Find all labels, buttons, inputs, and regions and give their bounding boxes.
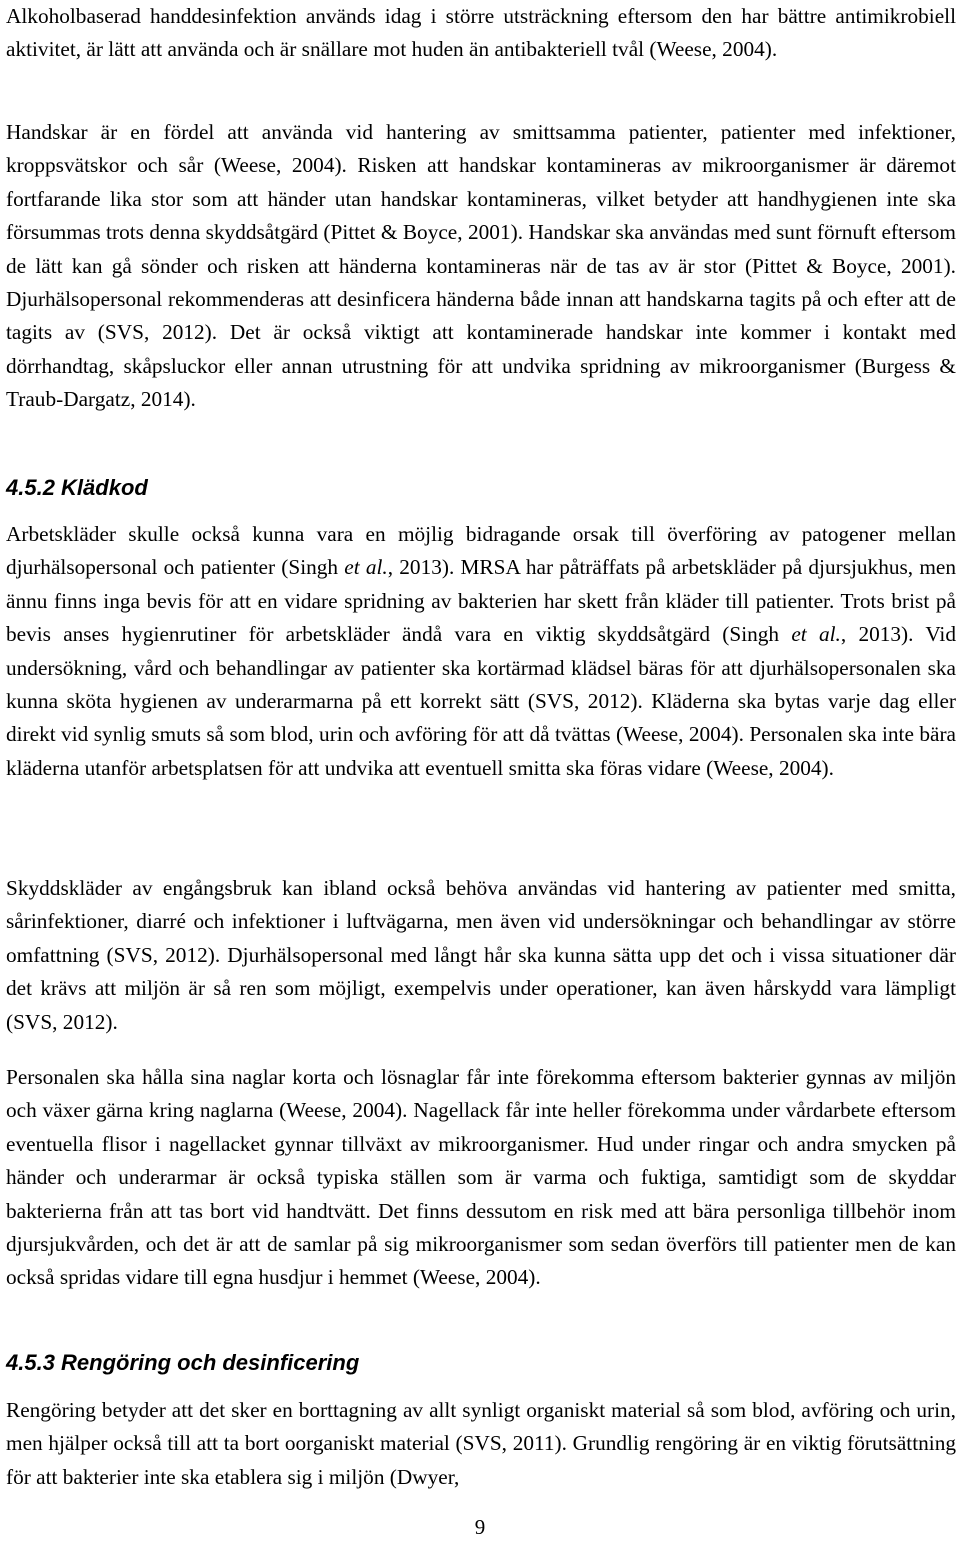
et-al-italic: et al.	[344, 555, 388, 580]
section-heading-cleaning: 4.5.3 Rengöring och desinficering	[6, 1350, 360, 1375]
paragraph-text: Arbetskläder skulle också kunna vara en möjlig bidragande orsak till överföring av patogener mellan djurhälsopersonal och patienter (Singh	[6, 522, 956, 580]
et-al-italic: et al.	[791, 622, 841, 647]
paragraph-text: , 2013). Vid undersökning, vård och behandlingar av patienter ska kortärmad klädsel bäras för att djurhälsopersonalen ska kunna sköta hygienen av underarmarna på ett korrekt sätt (SVS, 2012). Kläderna ska bytas varje dag eller direkt vid synlig smuts så som blod, urin och avföring för att då tvättas (Weese, 2004). Personalen ska inte bära kläderna utanför arbetsplatsen för att undvika att eventuell smitta ska föras vidare (Weese, 2004).	[6, 622, 956, 780]
paragraph-work-clothes	[6, 518, 956, 785]
paragraph-alcohol-disinfection: Alkoholbaserad handdesinfektion används idag i större utsträckning eftersom den har bättre antimikrobiell aktivitet, är lätt att använda och är snällare mot huden än antibakteriell tvål (Weese, 2004).	[6, 4, 956, 62]
paragraph-protective-clothing: Skyddskläder av engångsbruk kan ibland också behöva användas vid hantering av patienter med smitta, sårinfektioner, diarré och infektioner i luftvägarna, men även vid undersökningar och behandlingar av större omfattning (SVS, 2012). Djurhälsopersonal med långt hår ska kunna sätta upp det och i vissa situationer där det krävs att miljön är så ren som möjligt, exempelvis under operationer, kan även hårskydd vara lämpligt (SVS, 2012).	[6, 876, 956, 1034]
paragraph-cleaning: Rengöring betyder att det sker en borttagning av allt synligt organiskt material så som blod, avföring och urin, men hjälper också till att ta bort oorganiskt material (SVS, 2011). Grundlig rengöring är en viktig förutsättning för att bakterier inte ska etablera sig i miljön (Dwyer,	[6, 1398, 956, 1489]
paragraph-text: , 2013). MRSA har påträffats på arbetskläder på djursjukhus, men ännu finns inga bevis för att en vidare spridning av bakterien har skett från kläder till patienter. Trots brist på bevis anses hygienrutiner för arbetskläder ändå vara en viktig skyddsåtgärd (Singh	[6, 555, 956, 647]
paragraph-nails-jewelry: Personalen ska hålla sina naglar korta och lösnaglar får inte förekomma eftersom bakterier gynnas av miljön och växer gärna kring naglarna (Weese, 2004). Nagellack får inte heller förekomma under vårdarbete eftersom eventuella flisor i nagellacket gynnar tillväxt av mikroorganismer. Hud under ringar och andra smycken på händer och underarmar är också typiska ställen som är varma och fuktiga, samtidigt som de skyddar bakterierna från att tas bort vid handtvätt. Det finns dessutom en risk med att bära personliga tillbehör inom djursjukvården, och det är att de samlar på sig mikroorganismer som sedan överförs till patienter men de kan också spridas vidare till egna husdjur i hemmet (Weese, 2004).	[6, 1065, 956, 1290]
section-heading-dress-code: 4.5.2 Klädkod	[6, 475, 148, 500]
page-number: 9	[474, 1515, 486, 1539]
paragraph-gloves: Handskar är en fördel att använda vid hantering av smittsamma patienter, patienter med infektioner, kroppsvätskor och sår (Weese, 2004). Risken att handskar kontamineras av mikroorganismer är däremot fortfarande lika stor som att händer utan handskar kontamineras, vilket betyder att handhygienen inte ska försummas trots denna skyddsåtgärd (Pittet & Boyce, 2001). Handskar ska användas med sunt förnuft eftersom de lätt kan gå sönder och risken att händerna kontamineras när de tas av är stor (Pittet & Boyce, 2001). Djurhälsopersonal rekommenderas att desinficera händerna både innan att handskarna tagits på och efter att de tagits av (SVS, 2012). Det är också viktigt att kontaminerade handskar inte kommer i kontakt med dörrhandtag, skåpsluckor eller annan utrustning för att undvika spridning av mikroorganismer (Burgess & Traub-Dargatz, 2014).	[6, 120, 956, 412]
